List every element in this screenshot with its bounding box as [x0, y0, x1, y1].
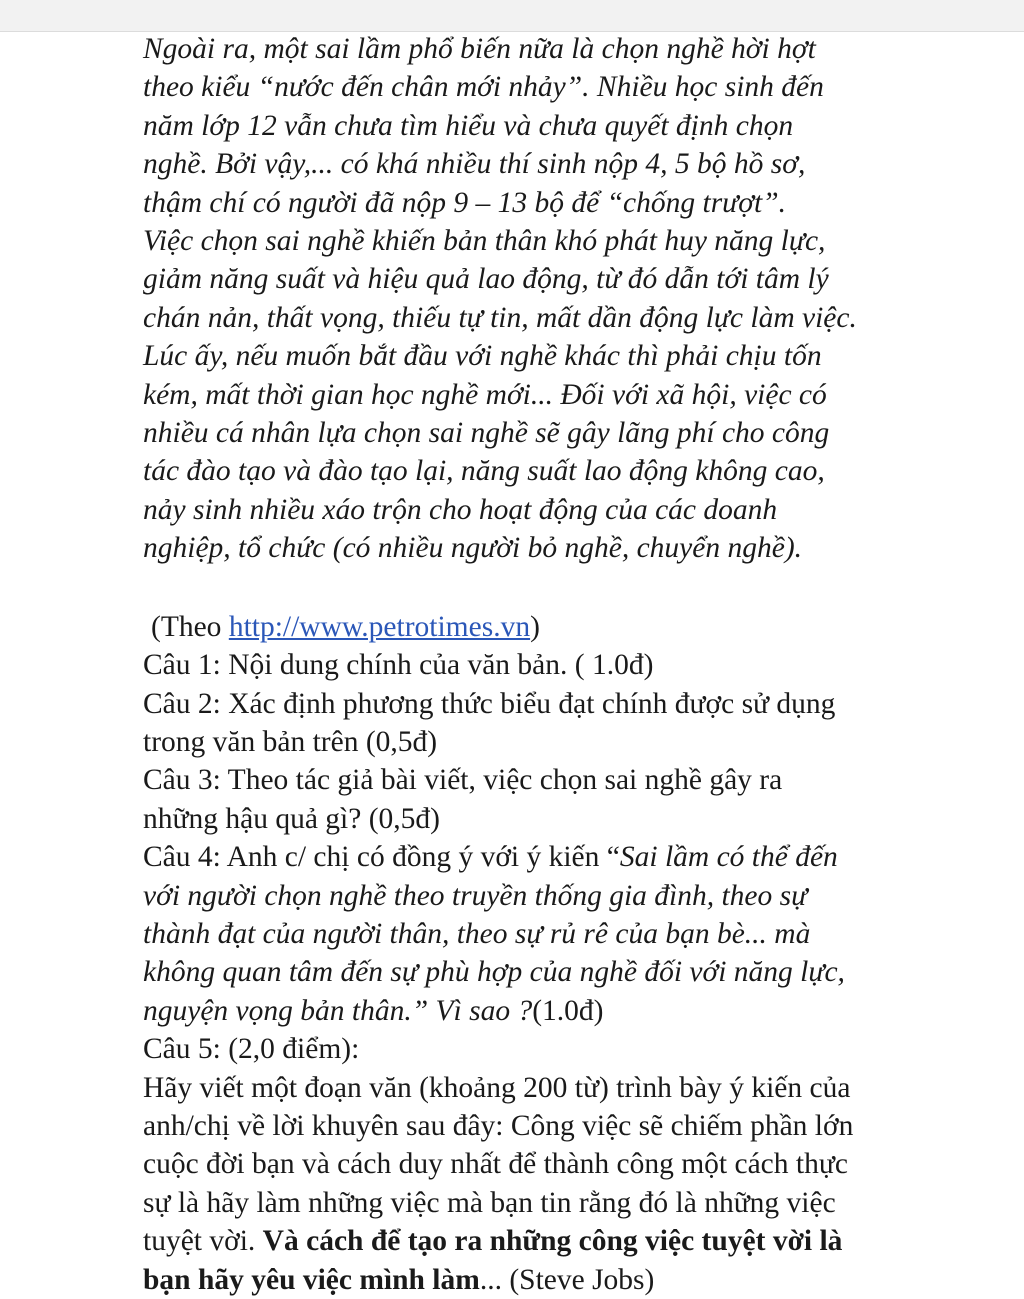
document-page	[143, 30, 1013, 1299]
source-link[interactable]: http://www.petrotimes.vn	[228, 610, 531, 643]
passage-line: chán nản, thất vọng, thiếu tự tin, mất dần động lực làm việc.	[143, 301, 857, 334]
question-5-title: Câu 5: (2,0 điểm):	[143, 1033, 360, 1066]
question-3-line: Câu 3: Theo tác giả bài viết, việc chọn sai nghề gây ra	[143, 764, 783, 797]
question-5-line: anh/chị về lời khuyên sau đây: Công việc sẽ chiếm phần lớn	[143, 1109, 854, 1142]
passage-line: thậm chí có người đã nộp 9 – 13 bộ để “chống trượt”.	[143, 186, 786, 219]
passage-line: nảy sinh nhiều xáo trộn cho hoạt động của các doanh	[143, 493, 778, 526]
question-5-line: sự là hãy làm những việc mà bạn tin rằng đó là những việc	[143, 1186, 836, 1219]
question-2-line: trong văn bản trên (0,5đ)	[143, 725, 438, 758]
browser-top-bar	[0, 0, 1024, 32]
question-5-line	[143, 1261, 1013, 1299]
question-3-line: những hậu quả gì? (0,5đ)	[143, 802, 440, 835]
passage	[143, 30, 1013, 568]
passage-line: theo kiểu “nước đến chân mới nhảy”. Nhiều học sinh đến	[143, 71, 824, 104]
question-4-score: (1.0đ)	[532, 994, 604, 1027]
question-5-attribution: ... (Steve Jobs)	[479, 1263, 655, 1296]
passage-line: kém, mất thời gian học nghề mới... Đối với xã hội, việc có	[143, 378, 827, 411]
question-4-quote: Sai lầm có thể đến	[619, 841, 838, 874]
question-5-bold-text: bạn hãy yêu việc mình làm	[143, 1263, 480, 1296]
question-5-line	[143, 1222, 1013, 1260]
question-4-line	[143, 992, 1013, 1030]
question-4-line	[143, 838, 1013, 876]
question-4-line: không quan tâm đến sự phù hợp của nghề đối với năng lực,	[143, 956, 845, 989]
question-4-line: thành đạt của người thân, theo sự rủ rê của bạn bè... mà	[143, 917, 811, 950]
passage-line: Lúc ấy, nếu muốn bắt đầu với nghề khác thì phải chịu tốn	[143, 340, 822, 373]
passage-line: Việc chọn sai nghề khiến bản thân khó phát huy năng lực,	[143, 225, 826, 258]
question-5-line: Hãy viết một đoạn văn (khoảng 200 từ) trình bày ý kiến của	[143, 1071, 851, 1104]
passage-line: nghiệp, tổ chức (có nhiều người bỏ nghề, chuyển nghề).	[143, 532, 803, 565]
source-suffix: )	[530, 610, 540, 643]
question-5-text: tuyệt vời.	[143, 1225, 263, 1258]
question-4-prefix: Câu 4: Anh c/ chị có đồng ý với ý kiến “	[143, 841, 620, 874]
question-5-bold-text: Và cách để tạo ra những công việc tuyệt vời là	[262, 1225, 843, 1258]
question-4-quote-end: nguyện vọng bản thân.” Vì sao ?	[143, 994, 533, 1027]
question-5-line: cuộc đời bạn và cách duy nhất để thành công một cách thực	[143, 1148, 848, 1181]
question-2-line: Câu 2: Xác định phương thức biểu đạt chính được sử dụng	[143, 687, 836, 720]
passage-line: năm lớp 12 vẫn chưa tìm hiểu và chưa quyết định chọn	[143, 109, 794, 142]
source-citation	[143, 608, 1013, 646]
passage-line: Ngoài ra, một sai lầm phổ biến nữa là chọn nghề hời hợt	[143, 33, 816, 65]
passage-line: nhiều cá nhân lựa chọn sai nghề sẽ gây lãng phí cho công	[143, 417, 830, 450]
passage-line: nghề. Bởi vậy,... có khá nhiều thí sinh nộp 4, 5 bộ hồ sơ,	[143, 148, 806, 181]
question-1: Câu 1: Nội dung chính của văn bản. ( 1.0đ)	[143, 649, 654, 682]
source-prefix: (Theo	[151, 610, 229, 643]
passage-line: tác đào tạo và đào tạo lại, năng suất lao động không cao,	[143, 455, 825, 488]
spacer	[143, 568, 1013, 608]
passage-line: giảm năng suất và hiệu quả lao động, từ đó dẫn tới tâm lý	[143, 263, 829, 296]
question-4-line: với người chọn nghề theo truyền thống gia đình, theo sự	[143, 879, 808, 912]
